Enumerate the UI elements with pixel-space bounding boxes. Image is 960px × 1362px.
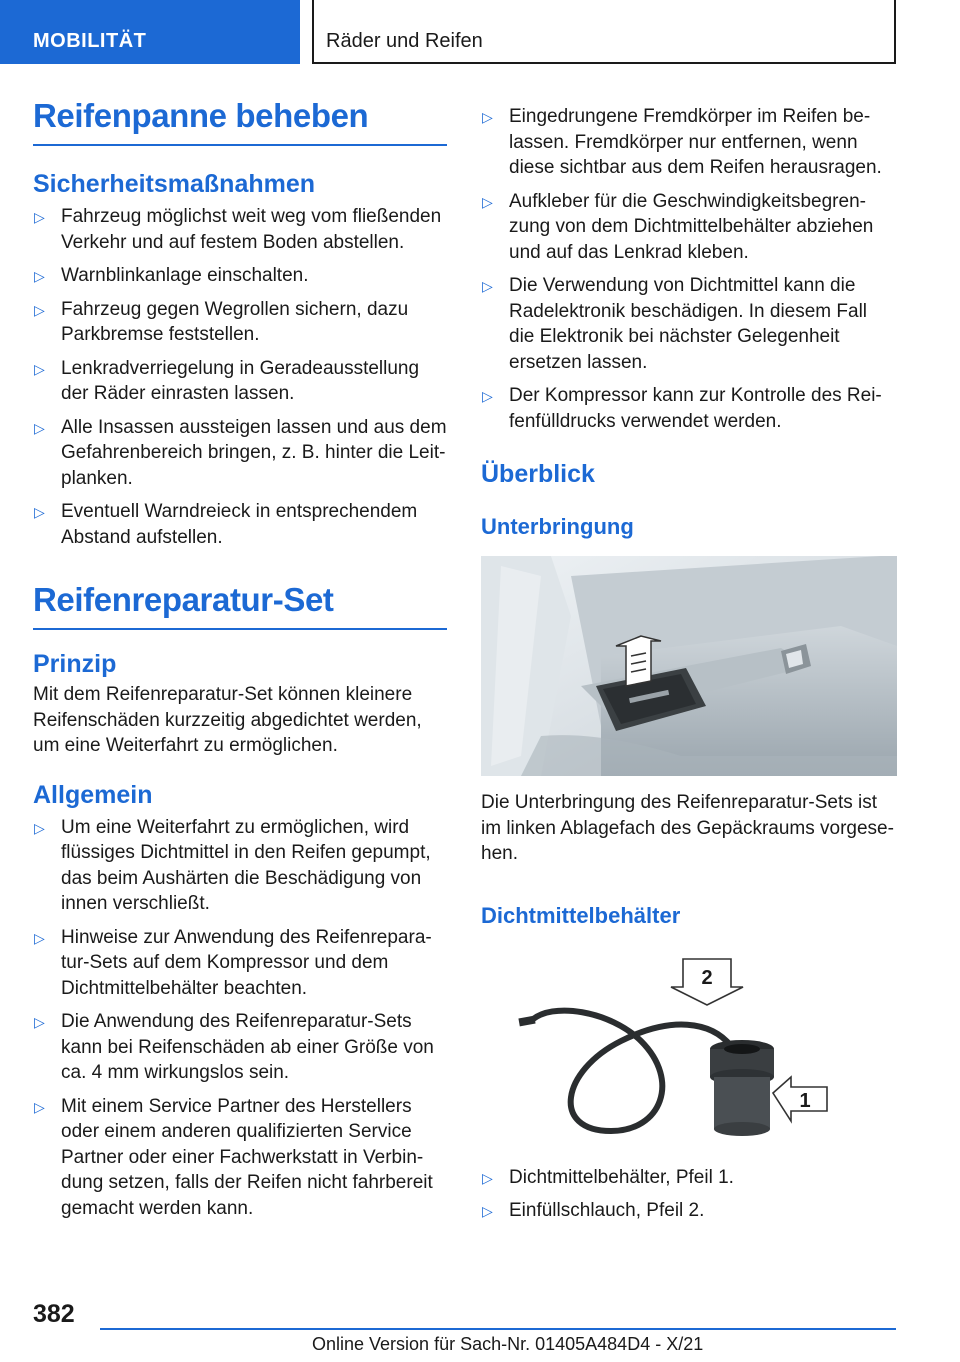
list-item: ▷ Hinweise zur Anwendung des Reifenrepara-tur-Sets auf dem Kompressor und dem Dichtmittelbehälter beachten. [34, 926, 432, 999]
list-item: ▷ Eventuell Warndreieck in entsprechendem Abstand aufstellen. [34, 501, 418, 548]
list-item: ▷ Die Anwendung des Reifenreparatur-Sets kann bei Reifenschäden ab einer Größe von ca. 4 mm wirkungslos sein. [34, 1011, 434, 1083]
sealant-container-image [481, 941, 897, 1151]
triangle-bullet-icon: ▷ [34, 419, 45, 436]
heading-dichtmittelbehaelter: Dichtmittelbehälter [481, 902, 681, 928]
chapter-title: Räder und Reifen [326, 30, 483, 52]
trunk-compartment-image [481, 556, 897, 776]
hinweise-list [481, 104, 897, 434]
heading-safety: Sicherheitsmaßnahmen [33, 170, 316, 198]
page-number: 382 [33, 1300, 75, 1328]
triangle-bullet-icon: ▷ [482, 193, 493, 210]
list-item: ▷ Alle Insassen aussteigen lassen und aus dem Gefahrenbereich bringen, z. B. hinter die Leit-planken. [34, 416, 447, 489]
prinzip-text: Mit dem Reifenreparatur-Set können kleinere Reifenschäden kurzzeitig abgedichtet werden, um eine Weiterfahrt zu ermöglichen. [33, 684, 422, 756]
allgemein-list [33, 815, 447, 1222]
right-column [481, 96, 897, 1232]
triangle-bullet-icon: ▷ [34, 504, 45, 520]
heading-unterbringung: Unterbringung [481, 514, 634, 539]
section-title: MOBILITÄT [33, 30, 147, 52]
triangle-bullet-icon: ▷ [482, 388, 493, 404]
sealant-container-illustration [481, 941, 897, 1151]
triangle-bullet-icon: ▷ [34, 268, 45, 284]
list-item: ▷ Um eine Weiterfahrt zu ermöglichen, wird flüssiges Dichtmittel in den Reifen gepumpt, das beim Aushärten die Beschädigung von innen verschließt. [34, 816, 431, 914]
triangle-bullet-icon: ▷ [482, 1203, 493, 1219]
triangle-bullet-icon: ▷ [34, 1014, 45, 1030]
list-item: ▷ Lenkradverriegelung in Geradeausstellung der Räder einrasten lassen. [34, 357, 420, 404]
heading-reparatur-set: Reifenreparatur-Set [33, 580, 447, 630]
footer-rule [100, 1328, 896, 1330]
dicht-list [481, 1165, 897, 1224]
arrow-2-label: 2 [701, 966, 713, 989]
arrow-1-label: 1 [799, 1089, 811, 1112]
unterbringung-text: Die Unterbringung des Reifenreparatur-Sets ist im linken Ablagefach des Gepäckraums vorgese-hen. [481, 792, 894, 864]
list-item: ▷ Eingedrungene Fremdkörper im Reifen be-lassen. Fremdkörper nur entfernen, wenn diese sichtbar aus dem Reifen herausragen. [482, 106, 882, 178]
heading-allgemein: Allgemein [33, 780, 153, 809]
triangle-bullet-icon: ▷ [34, 360, 45, 377]
list-item: ▷ Fahrzeug möglichst weit weg vom fließenden Verkehr und auf festem Boden abstellen. [34, 206, 442, 253]
list-item: ▷ Aufkleber für die Geschwindigkeitsbegren-zung von dem Dichtmittelbehälter abziehen und auf das Lenkrad kleben. [482, 190, 874, 263]
list-item: ▷ Der Kompressor kann zur Kontrolle des Rei-fenfülldrucks verwendet werden. [482, 385, 882, 432]
triangle-bullet-icon: ▷ [482, 109, 493, 125]
heading-reifenpanne: Reifenpanne beheben [33, 96, 447, 146]
triangle-bullet-icon: ▷ [34, 301, 45, 318]
list-item: ▷ Warnblinkanlage einschalten. [33, 263, 447, 289]
triangle-bullet-icon: ▷ [34, 209, 45, 225]
list-item: ▷ Einfüllschlauch, Pfeil 2. [481, 1198, 897, 1224]
left-column [33, 96, 447, 1229]
list-item: ▷ Mit einem Service Partner des Herstellers oder einem anderen qualifizierten Service Partner oder einer Fachwerkstatt in Verbin-dung setzen, falls der Reifen nicht fahrbereit gemacht werden kann. [34, 1095, 433, 1219]
section-tab [0, 0, 300, 64]
triangle-bullet-icon: ▷ [482, 1169, 493, 1186]
heading-prinzip: Prinzip [33, 650, 117, 678]
triangle-bullet-icon: ▷ [482, 278, 493, 294]
triangle-bullet-icon: ▷ [34, 929, 45, 946]
heading-ueberblick: Überblick [481, 460, 595, 488]
triangle-bullet-icon: ▷ [34, 819, 45, 836]
chapter-tab [312, 0, 896, 64]
footer-version-text: Online Version für Sach-Nr. 01405A484D4 - X/21 [312, 1334, 704, 1354]
trunk-illustration [481, 556, 897, 776]
list-item: ▷ Fahrzeug gegen Wegrollen sichern, dazu Parkbremse feststellen. [34, 298, 409, 345]
list-item: ▷ Die Verwendung von Dichtmittel kann die Radelektronik beschädigen. In diesem Fall die Elektronik bei nächster Gelegenheit ersetzen lassen. [482, 275, 868, 373]
triangle-bullet-icon: ▷ [34, 1098, 45, 1115]
list-item: ▷ Dichtmittelbehälter, Pfeil 1. [481, 1165, 897, 1191]
safety-list [33, 204, 447, 550]
